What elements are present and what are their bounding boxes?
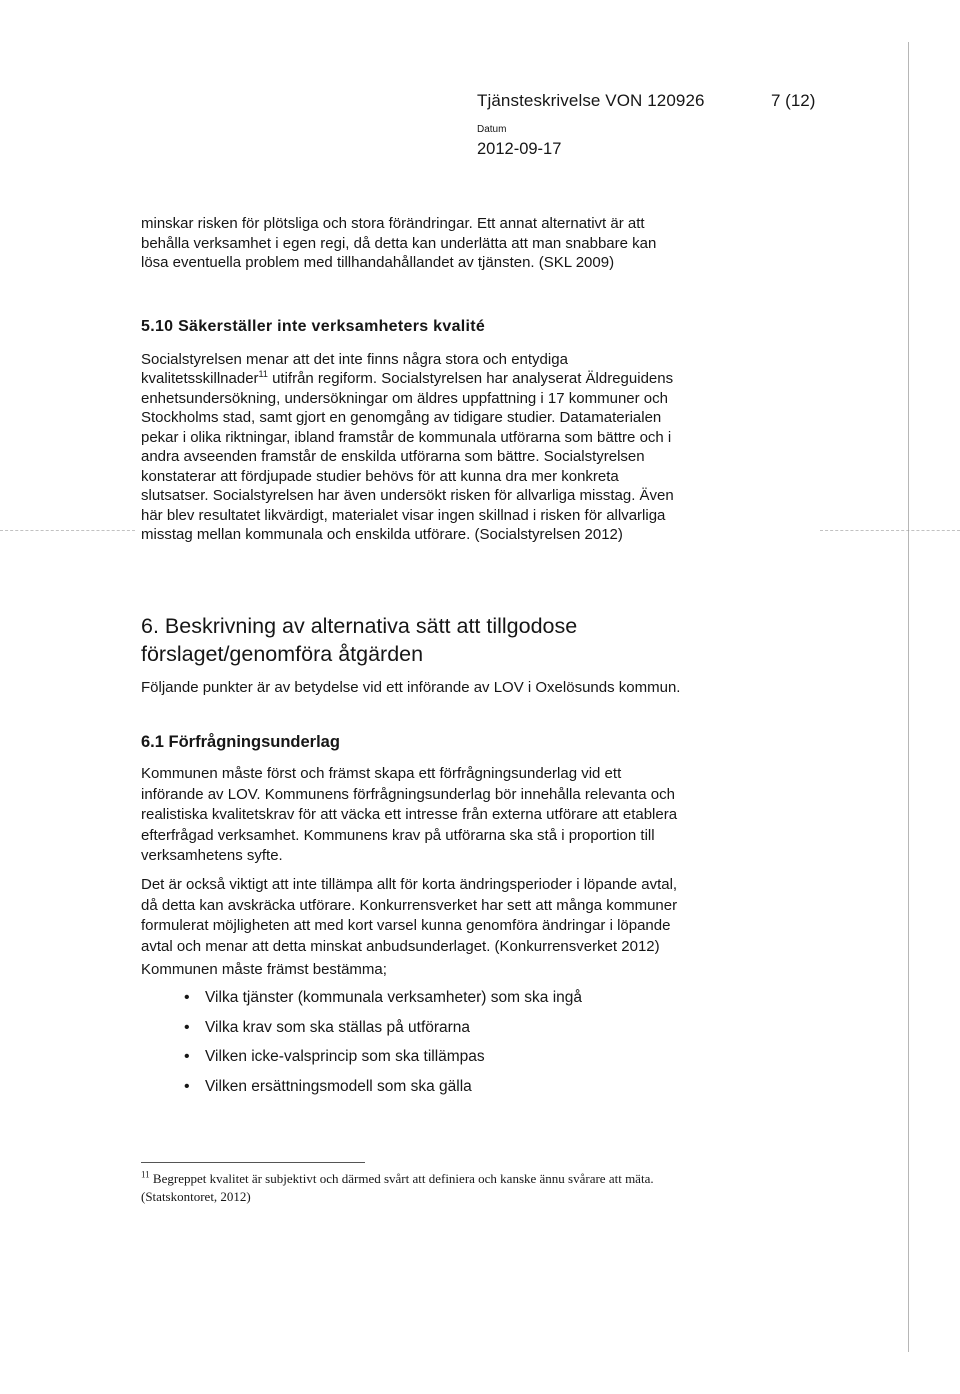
text-line: pekar i olika riktningar, ibland framstår de kommunala utförarna som bättre och i <box>141 428 672 446</box>
text-line: behålla verksamhet i egen regi, då detta kan underlätta att man snabbare kan <box>141 234 657 252</box>
text-line: Följande punkter är av betydelse vid ett införande av LOV i Oxelösunds kommun. <box>141 679 681 696</box>
list-item-text: Vilken icke-valsprincip som ska tillämpas <box>205 1048 485 1066</box>
bullet-icon: • <box>184 989 190 1006</box>
heading-line: 6. Beskrivning av alternativa sätt att tillgodose <box>141 614 578 638</box>
text-line: realistiska kvalitetskrav för att väcka ett intresse från externa utförare att etablera <box>141 806 678 823</box>
text-line: minskar risken för plötsliga och stora förändringar. Ett annat alternativt är att <box>141 215 645 232</box>
footnote-anchor-word: kvalitetsskillnader <box>141 370 259 388</box>
text-line: Det är också viktigt att inte tillämpa allt för korta ändringsperioder i löpande avtal, <box>141 876 678 893</box>
list-item-text: Vilka tjänster (kommunala verksamheter) som ska ingå <box>205 989 583 1006</box>
scan-edge-line <box>908 42 909 1352</box>
intro-paragraph <box>141 214 781 273</box>
text-line: formulerat möjligheten att med kort varsel kunna genomföra ändringar i löpande <box>141 917 671 934</box>
text-line: slutsatser. Socialstyrelsen har även undersökt risken för allvarliga misstag. Även <box>141 487 674 505</box>
bullet-icon: • <box>184 1078 190 1096</box>
date-label: Datum <box>477 124 507 135</box>
bullet-icon: • <box>184 1018 190 1036</box>
text-line: verksamhetens syfte. <box>141 847 283 864</box>
scan-fold-mark <box>820 530 960 531</box>
footnote-reference: 11 <box>258 369 268 380</box>
section-6-1-paragraph-1 <box>141 764 781 867</box>
text-line: avtal och menar att detta minskat anbudsunderlaget. (Konkurrensverket 2012) <box>141 937 660 955</box>
text-line: misstag mellan kommunala och enskilda utförare. (Socialstyrelsen 2012) <box>141 526 623 544</box>
text-line: enhetsundersökning, undersökningar om äldres uppfattning i 17 kommuner och <box>141 389 668 407</box>
text-line: införande av LOV. Kommunens förfrågningsunderlag bör innehålla relevanta och <box>141 785 675 803</box>
footnote-line <box>141 1170 781 1188</box>
text-line: Kommunen måste främst bestämma; <box>141 961 387 978</box>
text-line <box>141 369 781 388</box>
text-line: Kommunen måste först och främst skapa ett förfrågningsunderlag vid ett <box>141 765 622 782</box>
text-line: här blev resultatet likvärdigt, materialet visar ingen skillnad i risken för allvarliga <box>141 506 666 524</box>
footnote-line: (Statskontoret, 2012) <box>141 1189 251 1204</box>
list-item-text: Vilken ersättningsmodell som ska gälla <box>205 1078 472 1096</box>
section-heading-6-1: 6.1 Förfrågningsunderlag <box>141 733 340 751</box>
document-title: Tjänsteskrivelse VON 120926 <box>477 91 705 110</box>
footnote-separator <box>141 1162 365 1163</box>
text-line: konstaterar att fördjupade studier behövs för att kunna dra mer konkreta <box>141 467 619 485</box>
text-line: Socialstyrelsen menar att det inte finns några stora och entydiga <box>141 351 568 368</box>
footnote <box>141 1170 781 1206</box>
footnote-text: Begreppet kvalitet är subjektivt och därmed svårt att definiera och kanske ännu svårare att mäta. <box>152 1171 654 1186</box>
list-item-text: Vilka krav som ska ställas på utförarna <box>205 1018 471 1036</box>
section-6-paragraph <box>141 678 781 698</box>
text-line: då detta kan avskräcka utförare. Konkurrensverket har sett att många kommuner <box>141 896 678 914</box>
section-6-1-paragraph-3 <box>141 960 781 980</box>
section-5-10-paragraph <box>141 350 781 545</box>
date-value: 2012-09-17 <box>477 140 562 158</box>
bullet-icon: • <box>184 1048 190 1066</box>
footnote-number: 11 <box>141 1169 150 1180</box>
section-heading-6 <box>141 612 577 668</box>
text-line: efterfrågad verksamhet. Kommunens krav på utförarna ska stå i proportion till <box>141 826 655 844</box>
heading-line: förslaget/genomföra åtgärden <box>141 642 424 666</box>
text-line: andra avseenden framstår de enskilda utförarna som bättre. Socialstyrelsen <box>141 448 645 466</box>
text-line: Stockholms stad, samt gjort en genomgång av tidigare studier. Datamaterialen <box>141 409 662 427</box>
scan-fold-mark <box>0 530 135 531</box>
page-number: 7 (12) <box>771 91 816 110</box>
section-heading-5-10: 5.10 Säkerställer inte verksamheters kvalité <box>141 318 486 335</box>
text-line: lösa eventuella problem med tillhandahållandet av tjänsten. (SKL 2009) <box>141 254 615 272</box>
text-line-rest: utifrån regiform. Socialstyrelsen har analyserat Äldreguidens <box>272 370 674 388</box>
section-6-1-paragraph-2 <box>141 875 781 957</box>
